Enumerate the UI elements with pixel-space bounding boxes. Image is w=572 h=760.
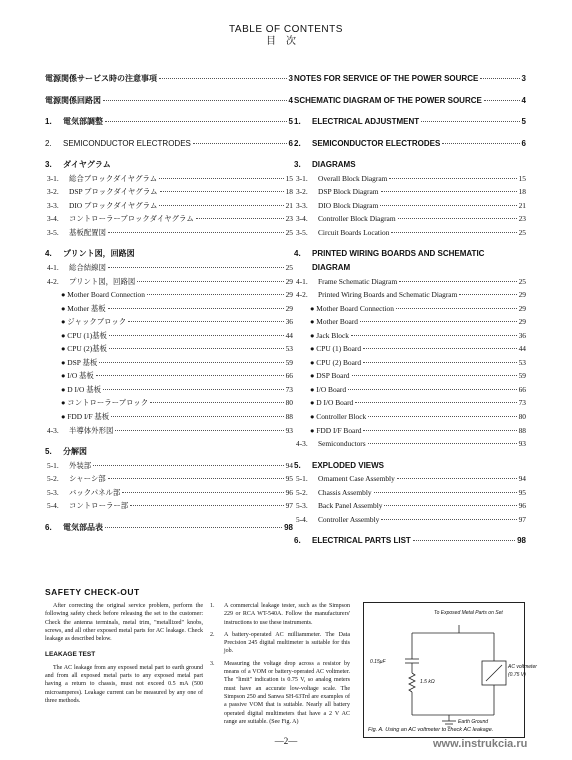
toc-page-number: 95 bbox=[518, 487, 526, 497]
toc-entry[interactable]: ● Controller Block 80 bbox=[294, 410, 526, 424]
leakage-method-item: 3. Measuring the voltage drop across a resistor by means of a VOM or battery-operated AC voltmeter. The "limit" indication is 0.75 V, so analog meters must have an accurate low-voltage scale. The Simpson 250 and Sanwa SH-63Trd are examples of a passive VOM that is suitable. Nearly all battery operated digital multimeters that have a 2 V AC range are suitable. (See Fig. A) bbox=[210, 660, 350, 725]
toc-entry[interactable]: 3-2. DSP Block Diagram 18 bbox=[294, 185, 526, 199]
toc-entry[interactable]: 4-2. プリント図，回路図 29 bbox=[45, 275, 293, 289]
toc-entry[interactable]: 1. ELECTRICAL ADJUSTMENT 5 bbox=[294, 117, 526, 127]
toc-page-number: 44 bbox=[518, 344, 526, 354]
toc-entry[interactable]: 3-2. DSP ブロックダイヤグラム 18 bbox=[45, 185, 293, 199]
toc-entry[interactable]: 1. 電気部調整 5 bbox=[45, 117, 293, 127]
toc-entry[interactable]: ● FDD I/F Board 88 bbox=[294, 424, 526, 438]
toc-page-number: 59 bbox=[518, 371, 526, 381]
toc-page-number: 29 bbox=[518, 317, 526, 327]
toc-entry[interactable]: 4-2. Printed Wiring Boards and Schematic Diagram 29 bbox=[294, 288, 526, 302]
toc-entry[interactable]: ● D I/O 基板 73 bbox=[45, 383, 293, 397]
toc-entry[interactable]: 4-1. 総合結線図 25 bbox=[45, 261, 293, 275]
toc-entry[interactable]: ● CPU (1) Board 44 bbox=[294, 342, 526, 356]
toc-entry[interactable]: 6. ELECTRICAL PARTS LIST 98 bbox=[294, 536, 526, 546]
toc-title bbox=[0, 24, 572, 47]
toc-section-heading: 4. PRINTED WIRING BOARDS AND SCHEMATIC bbox=[294, 249, 485, 259]
toc-english-column bbox=[294, 72, 526, 548]
toc-page-number: 80 bbox=[518, 412, 526, 422]
toc-page-number: 25 bbox=[285, 227, 293, 237]
safety-text-column bbox=[45, 602, 203, 708]
toc-entry[interactable]: ● D I/O Board 73 bbox=[294, 396, 526, 410]
toc-entry[interactable]: 5-3. Back Panel Assembly 96 bbox=[294, 499, 526, 513]
toc-entry[interactable]: 5-2. Chassis Assembly 95 bbox=[294, 486, 526, 500]
toc-entry[interactable]: 4-1. Frame Schematic Diagram 25 bbox=[294, 275, 526, 289]
toc-entry[interactable]: ● I/O 基板 66 bbox=[45, 369, 293, 383]
fig-label-capacitor: 0.15μF bbox=[370, 659, 386, 665]
toc-page-number: 18 bbox=[285, 187, 293, 197]
toc-page-number: 23 bbox=[518, 214, 526, 224]
toc-page-number: 66 bbox=[285, 371, 293, 381]
toc-entry[interactable]: ● Mother Board Connection 29 bbox=[45, 288, 293, 302]
toc-entry[interactable]: 3-3. DIO Block Diagram 21 bbox=[294, 199, 526, 213]
toc-entry[interactable]: ● DSP Board 59 bbox=[294, 369, 526, 383]
fig-label-resistor: 1.5 kΩ bbox=[420, 679, 435, 685]
toc-entry[interactable]: ● ジャックブロック 36 bbox=[45, 315, 293, 329]
toc-page-number: 36 bbox=[285, 317, 293, 327]
toc-entry[interactable]: SCHEMATIC DIAGRAM OF THE POWER SOURCE 4 bbox=[294, 95, 526, 105]
toc-entry[interactable]: 5-3. バックパネル部 96 bbox=[45, 486, 293, 500]
leakage-test-title: LEAKAGE TEST bbox=[45, 651, 96, 659]
safety-title: SAFETY CHECK-OUT bbox=[45, 587, 140, 597]
toc-page-number: 95 bbox=[285, 474, 293, 484]
toc-entry[interactable]: ● CPU (2) Board 53 bbox=[294, 356, 526, 370]
toc-page-number: 94 bbox=[285, 460, 293, 470]
toc-entry[interactable]: ● コントローラーブロック 80 bbox=[45, 396, 293, 410]
toc-page-number: 73 bbox=[285, 384, 293, 394]
toc-page-number: 29 bbox=[518, 303, 526, 313]
toc-entry[interactable]: 5-1. 外装部 94 bbox=[45, 459, 293, 473]
toc-entry[interactable]: 3-3. DIO ブロックダイヤグラム 21 bbox=[45, 199, 293, 213]
safety-check-section bbox=[45, 587, 537, 733]
toc-page-number: 21 bbox=[518, 200, 526, 210]
toc-page-number: 73 bbox=[518, 398, 526, 408]
fig-label-exposed-metal: To Exposed Metal Parts on Set bbox=[434, 610, 503, 616]
toc-page-number: 59 bbox=[285, 357, 293, 367]
toc-page-number: 29 bbox=[285, 303, 293, 313]
toc-entry[interactable]: 3-1. Overall Block Diagram 15 bbox=[294, 172, 526, 186]
toc-page-number: 25 bbox=[518, 227, 526, 237]
toc-entry[interactable]: 3-4. Controller Block Diagram 23 bbox=[294, 212, 526, 226]
toc-entry[interactable]: 3-5. Circuit Boards Location 25 bbox=[294, 226, 526, 240]
leakage-test-text: The AC leakage from any exposed metal part to earth ground and from all exposed metal parts to any exposed metal part having a return to chassis, must not exceed 0.5 mA (500 microamperes). Leakage current can be measured by any one of three methods. bbox=[45, 664, 203, 704]
toc-page-number: 29 bbox=[285, 276, 293, 286]
toc-japanese-column bbox=[45, 72, 293, 534]
toc-entry[interactable]: 電源関係回路図 4 bbox=[45, 95, 293, 105]
toc-page-number: 44 bbox=[285, 330, 293, 340]
leakage-test-circuit-diagram bbox=[364, 603, 524, 737]
toc-page-number: 80 bbox=[285, 398, 293, 408]
toc-entry[interactable]: ● I/O Board 66 bbox=[294, 383, 526, 397]
toc-section-heading: 5. EXPLODED VIEWS bbox=[294, 460, 385, 470]
toc-entry[interactable]: ● Mother Board Connection 29 bbox=[294, 302, 526, 316]
toc-entry[interactable]: 4-3. Semiconductors 93 bbox=[296, 439, 526, 449]
toc-entry[interactable]: 5-1. Ornament Case Assembly 94 bbox=[294, 472, 526, 486]
safety-intro: After correcting the original service problem, perform the following safety check before releasing the set to the customer: Check the antenna terminals, metal trim, "metallized" knobs, screws, and all other exposed metal parts for AC leakage. Check leakage as described below. bbox=[45, 603, 203, 643]
toc-title-en: TABLE OF CONTENTS bbox=[229, 24, 343, 35]
toc-entry[interactable]: 電源関係サービス時の注意事項 3 bbox=[45, 74, 293, 83]
toc-title-jp: 目次 bbox=[266, 36, 306, 47]
toc-page-number: 53 bbox=[285, 344, 293, 354]
toc-section-heading: 4. プリント図，回路図 bbox=[45, 249, 135, 259]
toc-page-number: 29 bbox=[285, 290, 293, 300]
toc-entry[interactable]: ● DSP 基板 59 bbox=[45, 356, 293, 370]
toc-entry[interactable]: 4-3. 半導体外形図 93 bbox=[47, 425, 293, 435]
toc-entry[interactable]: 3-1. 総合ブロックダイヤグラム 15 bbox=[45, 172, 293, 186]
toc-page-number: 97 bbox=[285, 501, 293, 511]
page-number: —2— bbox=[274, 736, 298, 746]
figure-a bbox=[363, 602, 537, 738]
fig-label-ground: Earth Ground bbox=[458, 719, 489, 725]
toc-page-number: 96 bbox=[285, 487, 293, 497]
toc-page-number: 15 bbox=[518, 173, 526, 183]
watermark: www.instrukcia.ru bbox=[433, 738, 528, 750]
toc-page-number: 96 bbox=[518, 501, 526, 511]
toc-page-number: 23 bbox=[285, 214, 293, 224]
toc-page-number: 25 bbox=[285, 263, 293, 273]
toc-entry[interactable]: 5-2. シャーシ部 95 bbox=[45, 472, 293, 486]
leakage-method-item: 2. A battery-operated AC milliammeter. The Data Precision 245 digital multimeter is suitable for this job. bbox=[210, 631, 350, 655]
toc-section-heading: 3. ダイヤグラム bbox=[45, 160, 111, 170]
toc-page-number: 88 bbox=[518, 425, 526, 435]
toc-entry[interactable]: 3-5. 基板配置図 25 bbox=[45, 226, 293, 240]
fig-label-voltmeter: AC voltmeter (0.75 V) bbox=[508, 664, 537, 679]
toc-section-heading: 3. DIAGRAMS bbox=[294, 160, 356, 170]
figure-caption: Fig. A. Using an AC voltmeter to check AC leakage. bbox=[368, 726, 494, 733]
toc-entry[interactable]: ● CPU (2)基板 53 bbox=[45, 342, 293, 356]
toc-entry[interactable]: 2. SEMICONDUCTOR ELECTRODES 6 bbox=[294, 138, 526, 148]
toc-page-number: 18 bbox=[518, 187, 526, 197]
toc-entry[interactable]: 5-4. コントローラー部 97 bbox=[45, 499, 293, 513]
toc-entry[interactable]: ● Mother Board 29 bbox=[294, 315, 526, 329]
toc-section-heading-cont: DIAGRAM bbox=[312, 263, 351, 273]
leakage-methods-list bbox=[210, 602, 350, 730]
toc-section-heading: 5. 分解図 bbox=[45, 447, 87, 457]
toc-entry[interactable]: 3-4. コントローラーブロックダイヤグラム 23 bbox=[45, 212, 293, 226]
toc-page-number: 15 bbox=[285, 173, 293, 183]
toc-page-number: 21 bbox=[285, 200, 293, 210]
toc-page-number: 94 bbox=[518, 474, 526, 484]
toc-entry[interactable]: ● FDD I/F 基板 88 bbox=[45, 410, 293, 424]
toc-entry[interactable]: NOTES FOR SERVICE OF THE POWER SOURCE 3 bbox=[294, 74, 526, 83]
toc-page-number: 88 bbox=[285, 412, 293, 422]
toc-entry[interactable]: 5-4. Controller Assembly 97 bbox=[294, 513, 526, 527]
toc-page-number: 97 bbox=[518, 514, 526, 524]
toc-entry[interactable]: ● Jack Block 36 bbox=[294, 329, 526, 343]
toc-entry[interactable]: ● Mother 基板 29 bbox=[45, 302, 293, 316]
leakage-method-item: 1. A commercial leakage tester, such as the Simpson 229 or RCA WT-540A. Follow the manufacturers' instructions to use these instruments. bbox=[210, 603, 350, 626]
toc-entry[interactable]: ● CPU (1)基板 44 bbox=[45, 329, 293, 343]
toc-page-number: 25 bbox=[518, 276, 526, 286]
toc-page-number: 53 bbox=[518, 357, 526, 367]
toc-page-number: 66 bbox=[518, 384, 526, 394]
toc-entry[interactable]: 6. 電気部品表 98 bbox=[45, 522, 293, 532]
toc-page-number: 29 bbox=[518, 290, 526, 300]
toc-page-number: 36 bbox=[518, 330, 526, 340]
toc-entry[interactable]: 2. SEMICONDUCTOR ELECTRODES 6 bbox=[45, 138, 293, 148]
